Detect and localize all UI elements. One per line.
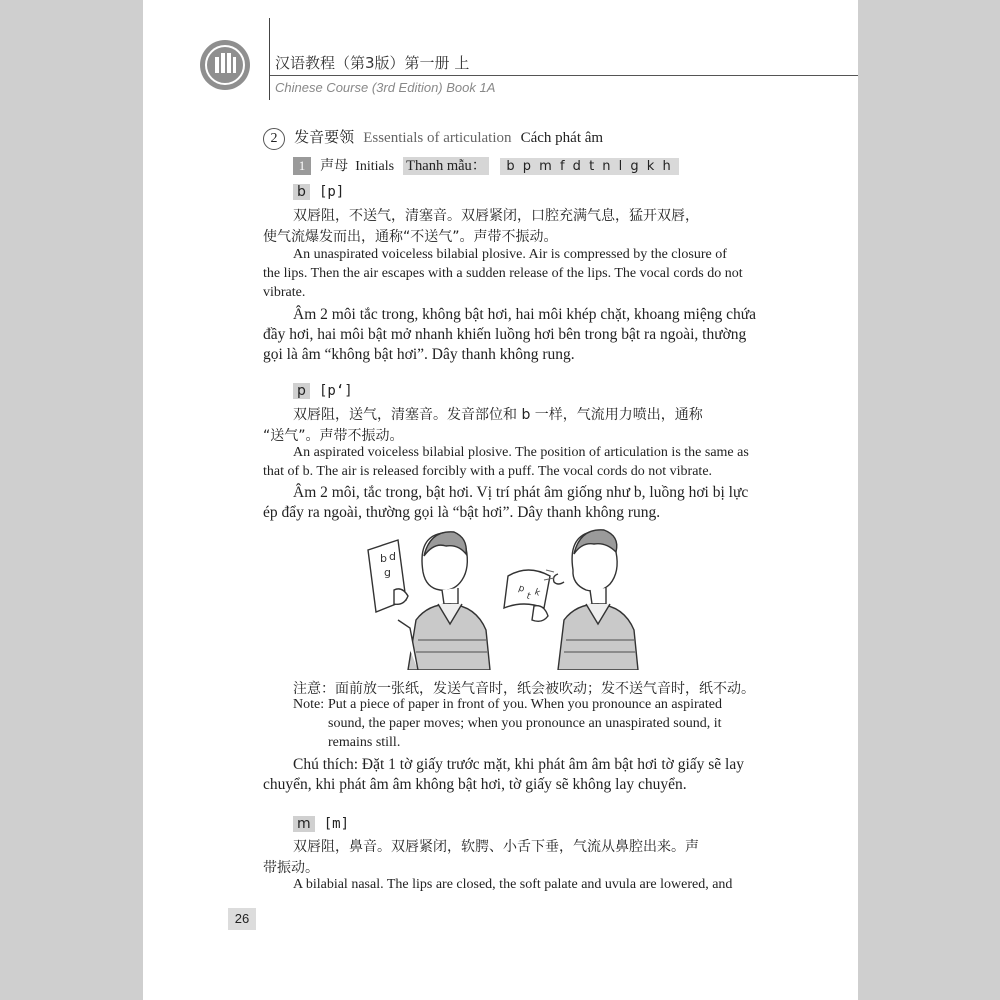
m-en-line-1: A bilabial nasal. The lips are closed, the soft palate and uvula are lowered, and (293, 877, 733, 892)
b-vn-line-3: gọi là âm “không bật hơi”. Dây thanh không rung. (263, 346, 575, 363)
b-vn-line-2: đầy hơi, hai môi bật mở nhanh khiến luồng hơi bên trong bật ra ngoài, thường (263, 326, 747, 343)
section-title-cn: 发音要领 (294, 128, 355, 146)
b-letter: b (293, 184, 310, 200)
b-vn-line-1: Âm 2 môi tắc trong, không bật hơi, hai môi khép chặt, khoang miệng chứa (293, 306, 756, 323)
p-en-line-1: An aspirated voiceless bilabial plosive. The position of articulation is the same as (293, 445, 749, 460)
p-heading (293, 380, 353, 399)
b-cn-line-2: 使气流爆发而出，通称“不送气”。声带不振动。 (263, 229, 558, 245)
m-cn-line-1: 双唇阻，鼻音。双唇紧闭，软腭、小舌下垂，气流从鼻腔出来。声 (293, 839, 699, 855)
m-ipa: [m] (323, 816, 350, 832)
note-en-line-3: remains still. (328, 735, 401, 750)
note-vn-line-2: chuyển, khi phát âm âm không bật hơi, tờ giấy sẽ không lay chuyển. (263, 776, 687, 793)
p-en-line-2: that of b. The air is released forcibly with a puff. The vocal cords do not vibrate. (263, 464, 713, 479)
note-vn-line-1: Chú thích: Đặt 1 tờ giấy trước mặt, khi phát âm âm bật hơi tờ giấy sẽ lay (293, 756, 744, 773)
b-en-line-1: An unaspirated voiceless bilabial plosive. Air is compressed by the closure of (293, 247, 727, 262)
paper-letter-g: g (384, 566, 391, 579)
paper-letter-d: d (389, 550, 396, 563)
section-title-vn: Cách phát âm (520, 130, 604, 146)
p-ipa: [p‘] (318, 383, 353, 399)
subsection-label-cn: 声母 (320, 158, 349, 174)
b-ipa: [p] (318, 184, 345, 200)
subsection-heading (293, 154, 679, 175)
textbook-page (143, 0, 858, 1000)
section-number: 2 (263, 128, 285, 150)
subsection-number: 1 (293, 157, 311, 175)
paper2-letter-t: t (524, 591, 532, 603)
left-figure (398, 532, 490, 670)
p-cn-line-2: “送气”。声带不振动。 (263, 428, 404, 444)
right-paper (504, 570, 554, 621)
paper2-letter-k: k (532, 587, 542, 599)
note-cn: 注意：面前放一张纸，发送气音时，纸会被吹动；发不送气音时，纸不动。 (293, 681, 755, 697)
initials-list: b p m f d t n l g k h (500, 158, 678, 175)
subsection-label-vn: Thanh mẫu： (403, 157, 489, 175)
b-en-line-2: the lips. Then the air escapes with a sudden release of the lips. The vocal cords do not (263, 266, 743, 281)
m-cn-line-2: 带振动。 (263, 860, 319, 876)
b-cn-line-1: 双唇阻，不送气，清塞音。双唇紧闭，口腔充满气息，猛开双唇， (293, 208, 699, 224)
note-en-label: Note: (293, 697, 325, 712)
b-en-line-3: vibrate. (263, 285, 306, 300)
p-letter: p (293, 383, 310, 399)
p-vn-line-1: Âm 2 môi, tắc trong, bật hơi. Vị trí phát âm giống như b, luồng hơi bị lực (293, 484, 749, 501)
note-en-line-2: sound, the paper moves; when you pronounce an unaspirated sound, it (328, 716, 722, 731)
paper-letter-b: b (380, 552, 387, 565)
section-heading (263, 126, 603, 150)
right-figure (554, 530, 639, 670)
book-title-cn: 汉语教程（第3版）第一册 上 (275, 54, 470, 72)
m-heading (293, 813, 349, 832)
page-number: 26 (228, 908, 256, 930)
m-letter: m (293, 816, 315, 832)
paper-test-illustration (358, 520, 658, 670)
left-paper (368, 540, 408, 612)
b-heading (293, 181, 344, 200)
section-title-en: Essentials of articulation (363, 130, 512, 146)
page-content (143, 0, 858, 1000)
p-cn-line-1: 双唇阻，送气，清塞音。发音部位和 b 一样，气流用力喷出，通称 (293, 407, 703, 423)
subsection-label-en: Initials (355, 159, 395, 174)
paper2-letter-p: p (516, 583, 526, 595)
book-title-en: Chinese Course (3rd Edition) Book 1A (275, 80, 496, 95)
p-vn-line-2: ép đẩy ra ngoài, thường gọi là “bật hơi”. Dây thanh không rung. (263, 504, 661, 521)
note-en-line-1: Put a piece of paper in front of you. When you pronounce an aspirated (328, 697, 722, 712)
aspiration-illustration (358, 520, 658, 670)
